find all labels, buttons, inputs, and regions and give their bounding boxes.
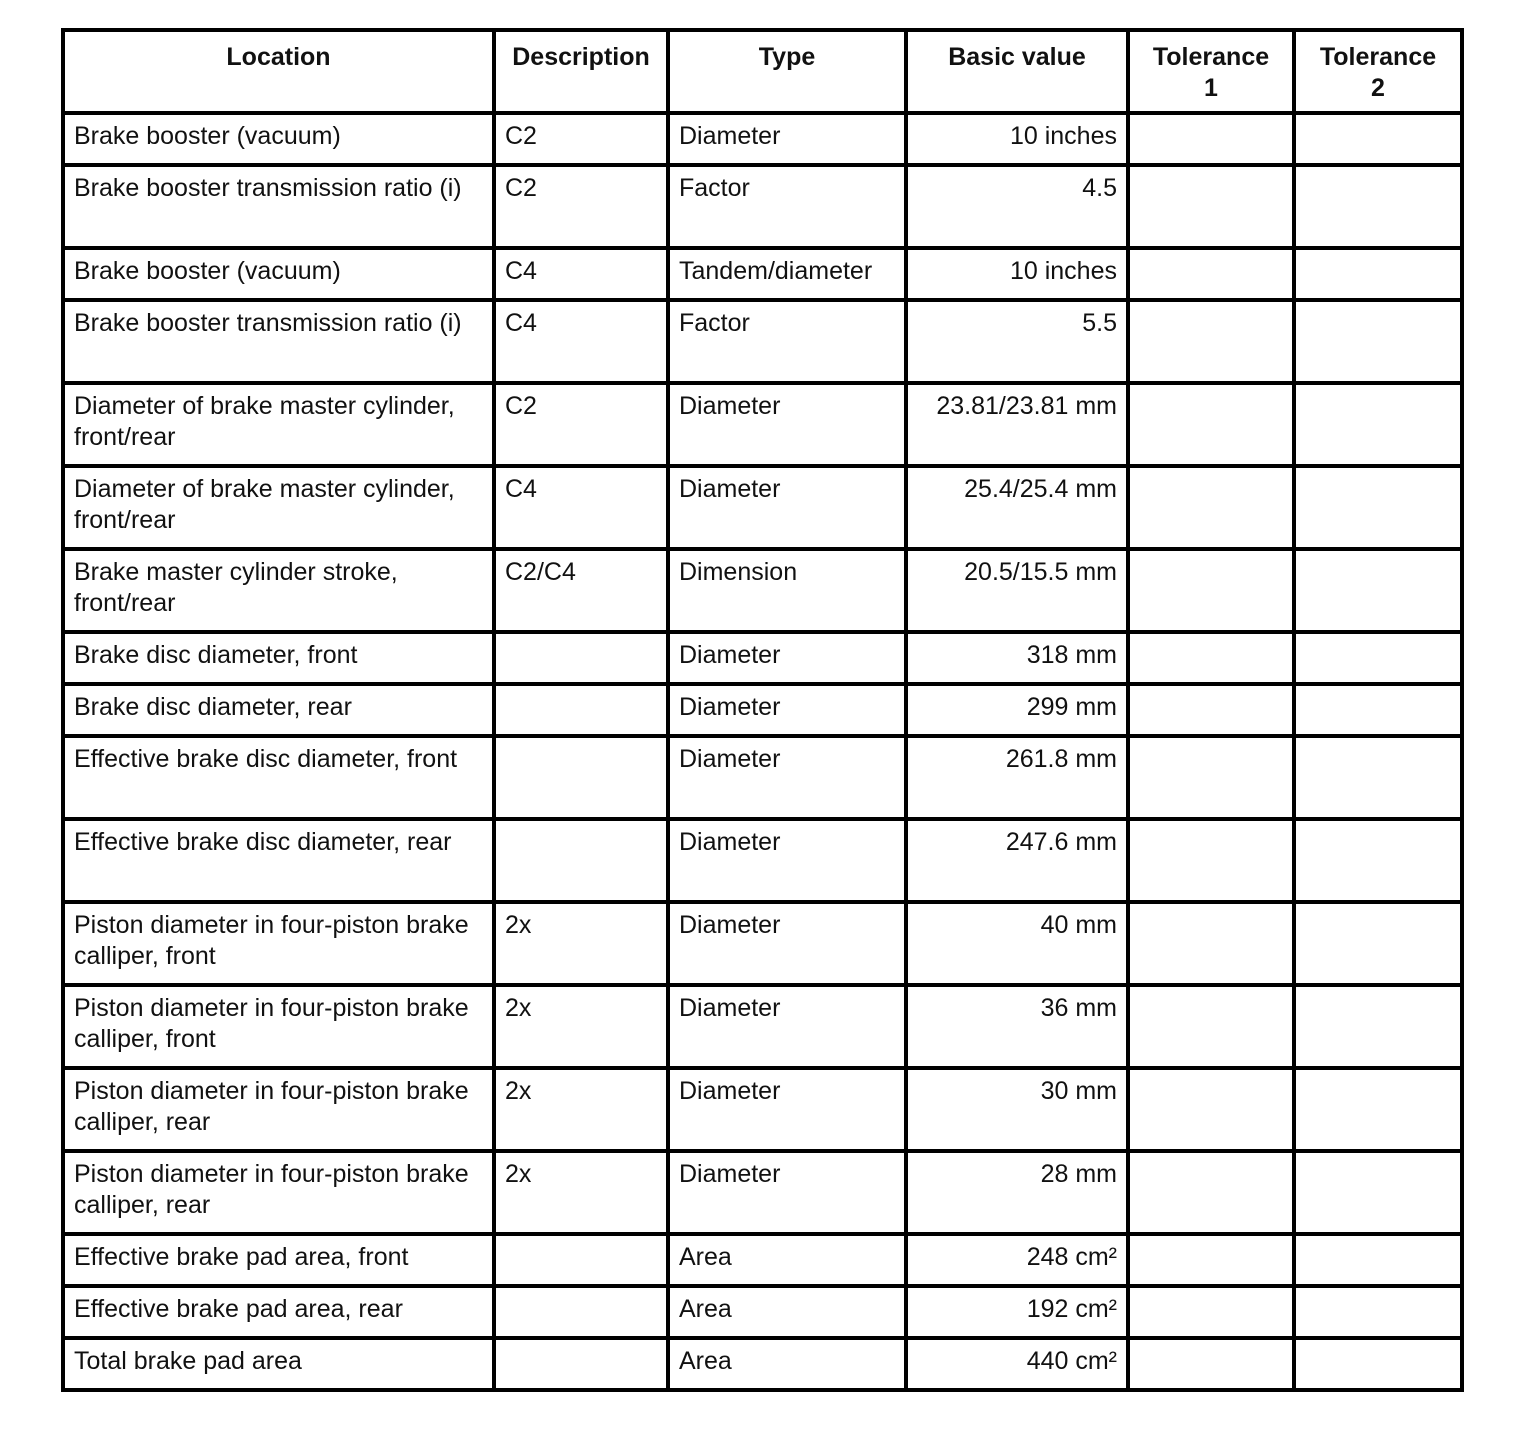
cell-description: C2 <box>494 383 668 466</box>
cell-location: Brake booster transmission ratio (i) <box>63 165 494 248</box>
cell-description: C4 <box>494 248 668 300</box>
cell-tolerance-2 <box>1294 549 1462 632</box>
cell-location: Diameter of brake master cylinder, front/rear <box>63 466 494 549</box>
cell-type: Diameter <box>668 632 906 684</box>
cell-type: Diameter <box>668 383 906 466</box>
cell-type: Area <box>668 1338 906 1390</box>
cell-description <box>494 632 668 684</box>
cell-description: C2/C4 <box>494 549 668 632</box>
table-row <box>63 985 1462 1068</box>
header-tolerance-2 <box>1294 30 1462 113</box>
cell-location: Brake master cylinder stroke, front/rear <box>63 549 494 632</box>
cell-tolerance-1 <box>1128 1338 1294 1390</box>
cell-tolerance-2 <box>1294 819 1462 902</box>
cell-basic-value: 28 mm <box>906 1151 1128 1234</box>
header-type: Type <box>668 30 906 113</box>
header-tolerance-1-line1: Tolerance <box>1152 43 1270 71</box>
cell-type: Diameter <box>668 902 906 985</box>
cell-description <box>494 1234 668 1286</box>
cell-tolerance-1 <box>1128 113 1294 165</box>
cell-description: C4 <box>494 466 668 549</box>
cell-type: Diameter <box>668 985 906 1068</box>
cell-basic-value: 4.5 <box>906 165 1128 248</box>
cell-tolerance-2 <box>1294 113 1462 165</box>
cell-location: Total brake pad area <box>63 1338 494 1390</box>
table-row <box>63 165 1462 248</box>
header-tolerance-1-line2: 1 <box>1204 74 1218 102</box>
table-row <box>63 1286 1462 1338</box>
cell-type: Factor <box>668 165 906 248</box>
cell-location: Effective brake disc diameter, front <box>63 736 494 819</box>
cell-basic-value: 36 mm <box>906 985 1128 1068</box>
cell-location: Piston diameter in four-piston brake calliper, rear <box>63 1068 494 1151</box>
cell-tolerance-2 <box>1294 383 1462 466</box>
table-row <box>63 1068 1462 1151</box>
cell-basic-value: 23.81/23.81 mm <box>906 383 1128 466</box>
table-row <box>63 300 1462 383</box>
header-row <box>63 30 1462 113</box>
table-row <box>63 1338 1462 1390</box>
header-location: Location <box>63 30 494 113</box>
cell-description <box>494 819 668 902</box>
cell-tolerance-1 <box>1128 466 1294 549</box>
table-row <box>63 113 1462 165</box>
cell-tolerance-1 <box>1128 736 1294 819</box>
cell-location: Effective brake pad area, front <box>63 1234 494 1286</box>
table-row <box>63 383 1462 466</box>
cell-description: 2x <box>494 985 668 1068</box>
cell-location: Effective brake pad area, rear <box>63 1286 494 1338</box>
cell-tolerance-2 <box>1294 466 1462 549</box>
cell-tolerance-2 <box>1294 985 1462 1068</box>
cell-basic-value: 10 inches <box>906 248 1128 300</box>
cell-tolerance-1 <box>1128 985 1294 1068</box>
cell-basic-value: 318 mm <box>906 632 1128 684</box>
cell-tolerance-1 <box>1128 1068 1294 1151</box>
cell-type: Diameter <box>668 819 906 902</box>
table-row <box>63 248 1462 300</box>
cell-tolerance-1 <box>1128 383 1294 466</box>
cell-location: Brake disc diameter, rear <box>63 684 494 736</box>
cell-type: Area <box>668 1286 906 1338</box>
cell-tolerance-2 <box>1294 902 1462 985</box>
cell-description: 2x <box>494 1068 668 1151</box>
cell-type: Diameter <box>668 1151 906 1234</box>
cell-tolerance-2 <box>1294 1286 1462 1338</box>
cell-tolerance-1 <box>1128 300 1294 383</box>
cell-tolerance-2 <box>1294 684 1462 736</box>
cell-tolerance-2 <box>1294 1234 1462 1286</box>
cell-location: Brake booster (vacuum) <box>63 113 494 165</box>
cell-type: Diameter <box>668 466 906 549</box>
cell-basic-value: 30 mm <box>906 1068 1128 1151</box>
cell-tolerance-1 <box>1128 902 1294 985</box>
cell-description <box>494 736 668 819</box>
cell-type: Area <box>668 1234 906 1286</box>
header-tolerance-2-line2: 2 <box>1371 74 1385 102</box>
cell-basic-value: 40 mm <box>906 902 1128 985</box>
cell-basic-value: 247.6 mm <box>906 819 1128 902</box>
cell-tolerance-2 <box>1294 632 1462 684</box>
cell-location: Piston diameter in four-piston brake calliper, rear <box>63 1151 494 1234</box>
cell-tolerance-2 <box>1294 300 1462 383</box>
header-basic-value: Basic value <box>906 30 1128 113</box>
header-tolerance-1 <box>1128 30 1294 113</box>
cell-basic-value: 20.5/15.5 mm <box>906 549 1128 632</box>
cell-type: Diameter <box>668 113 906 165</box>
cell-basic-value: 261.8 mm <box>906 736 1128 819</box>
cell-type: Diameter <box>668 1068 906 1151</box>
cell-tolerance-1 <box>1128 549 1294 632</box>
cell-basic-value: 10 inches <box>906 113 1128 165</box>
cell-type: Diameter <box>668 684 906 736</box>
cell-location: Brake disc diameter, front <box>63 632 494 684</box>
cell-type: Dimension <box>668 549 906 632</box>
cell-location: Diameter of brake master cylinder, front/rear <box>63 383 494 466</box>
cell-tolerance-1 <box>1128 684 1294 736</box>
cell-tolerance-1 <box>1128 819 1294 902</box>
table-row <box>63 466 1462 549</box>
cell-tolerance-1 <box>1128 165 1294 248</box>
table-row <box>63 684 1462 736</box>
cell-tolerance-2 <box>1294 1068 1462 1151</box>
table-row <box>63 1151 1462 1234</box>
cell-location: Effective brake disc diameter, rear <box>63 819 494 902</box>
cell-description: 2x <box>494 902 668 985</box>
cell-tolerance-1 <box>1128 1234 1294 1286</box>
cell-description <box>494 684 668 736</box>
cell-description: C2 <box>494 165 668 248</box>
cell-description: C2 <box>494 113 668 165</box>
table-row <box>63 736 1462 819</box>
header-description: Description <box>494 30 668 113</box>
cell-location: Piston diameter in four-piston brake calliper, front <box>63 985 494 1068</box>
cell-basic-value: 192 cm² <box>906 1286 1128 1338</box>
cell-description <box>494 1286 668 1338</box>
cell-type: Tandem/diameter <box>668 248 906 300</box>
table-row <box>63 632 1462 684</box>
cell-tolerance-2 <box>1294 736 1462 819</box>
cell-tolerance-1 <box>1128 248 1294 300</box>
cell-basic-value: 25.4/25.4 mm <box>906 466 1128 549</box>
cell-tolerance-2 <box>1294 248 1462 300</box>
cell-description <box>494 1338 668 1390</box>
cell-description: C4 <box>494 300 668 383</box>
cell-basic-value: 299 mm <box>906 684 1128 736</box>
cell-tolerance-1 <box>1128 1286 1294 1338</box>
cell-location: Brake booster transmission ratio (i) <box>63 300 494 383</box>
brake-spec-table <box>61 28 1464 1392</box>
cell-tolerance-1 <box>1128 632 1294 684</box>
cell-basic-value: 440 cm² <box>906 1338 1128 1390</box>
table-row <box>63 549 1462 632</box>
cell-tolerance-2 <box>1294 1151 1462 1234</box>
cell-description: 2x <box>494 1151 668 1234</box>
cell-location: Piston diameter in four-piston brake calliper, front <box>63 902 494 985</box>
header-tolerance-2-line1: Tolerance <box>1319 43 1437 71</box>
cell-basic-value: 248 cm² <box>906 1234 1128 1286</box>
table-row <box>63 902 1462 985</box>
cell-tolerance-1 <box>1128 1151 1294 1234</box>
cell-type: Diameter <box>668 736 906 819</box>
cell-tolerance-2 <box>1294 165 1462 248</box>
table-row <box>63 819 1462 902</box>
cell-tolerance-2 <box>1294 1338 1462 1390</box>
cell-type: Factor <box>668 300 906 383</box>
cell-location: Brake booster (vacuum) <box>63 248 494 300</box>
cell-basic-value: 5.5 <box>906 300 1128 383</box>
table-row <box>63 1234 1462 1286</box>
